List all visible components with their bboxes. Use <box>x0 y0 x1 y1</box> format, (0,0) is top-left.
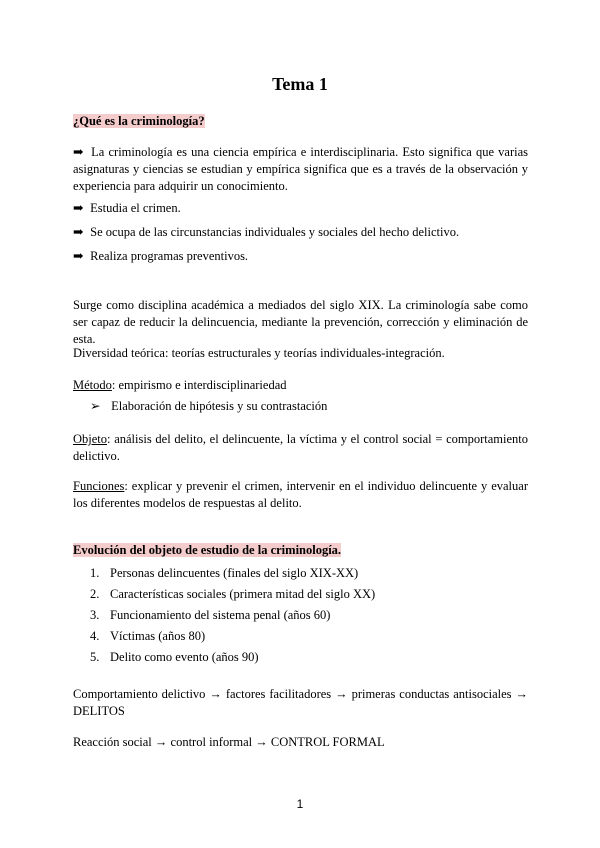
page-number: 1 <box>296 797 304 811</box>
objeto-paragraph <box>73 431 528 465</box>
funciones-text: : explicar y prevenir el crimen, intervenir en el individuo delincuente y evaluar los diferentes modelos de respuestas al delito. <box>73 479 528 510</box>
arrow-bullet-icon: ➡ <box>73 201 84 215</box>
numbered-item <box>90 586 375 603</box>
section2-heading <box>73 542 528 559</box>
triangle-bullet-icon: ➢ <box>90 399 101 413</box>
item-number: 3. <box>90 608 100 622</box>
funciones-paragraph <box>73 478 528 512</box>
item-number: 4. <box>90 629 100 643</box>
numbered-item <box>90 565 358 582</box>
list-item <box>73 200 528 217</box>
diversidad-paragraph: Diversidad teórica: teorías estructurales y teorías individuales-integración. <box>73 346 445 360</box>
intro-paragraph <box>73 144 528 195</box>
metodo-subitem-text: Elaboración de hipótesis y su contrastación <box>111 399 328 413</box>
item-text: Víctimas (años 80) <box>110 629 206 643</box>
funciones-label: Funciones <box>73 479 125 493</box>
surge-paragraph: Surge como disciplina académica a mediados del siglo XIX. La criminología sabe como ser capaz de reducir la delincuencia, mediante la prevención, corrección y eliminación de esta. <box>73 298 528 346</box>
chain-behaviour: Comportamiento delictivo → factores facilitadores → primeras conductas antisociales → DELITOS <box>73 687 528 718</box>
item-number: 2. <box>90 587 100 601</box>
list-item-text: Realiza programas preventivos. <box>90 249 249 263</box>
highlighted-heading: ¿Qué es la criminología? <box>73 114 205 128</box>
list-item <box>73 224 528 241</box>
arrow-bullet-icon: ➡ <box>73 145 84 159</box>
metodo-subitem <box>90 398 327 415</box>
metodo-label: Método <box>73 378 112 392</box>
list-item <box>73 248 528 265</box>
arrow-bullet-icon: ➡ <box>73 249 84 263</box>
objeto-text: : análisis del delito, el delincuente, la víctima y el control social = comportamiento delictivo. <box>73 432 528 463</box>
page-title: Tema 1 <box>272 74 328 94</box>
numbered-item <box>90 628 205 645</box>
item-text: Personas delincuentes (finales del siglo XIX-XX) <box>110 566 359 580</box>
arrow-bullet-icon: ➡ <box>73 225 84 239</box>
item-number: 5. <box>90 650 100 664</box>
numbered-item <box>90 607 330 624</box>
highlighted-heading: Evolución del objeto de estudio de la criminología. <box>73 543 342 557</box>
item-number: 1. <box>90 566 100 580</box>
objeto-label: Objeto <box>73 432 108 446</box>
item-text: Delito como evento (años 90) <box>110 650 259 664</box>
list-item-text: Estudia el crimen. <box>90 201 181 215</box>
numbered-item <box>90 649 259 666</box>
chain-reaction: Reacción social → control informal → CONTROL FORMAL <box>73 735 385 749</box>
item-text: Características sociales (primera mitad del siglo XX) <box>110 587 376 601</box>
section1-heading <box>73 113 528 130</box>
intro-text: La criminología es una ciencia empírica e interdisciplinaria. Esto significa que varias asignaturas y ciencias se estudian y empírica significa que es a través de la observación y experiencia para adquirir un conocimiento. <box>73 145 529 193</box>
item-text: Funcionamiento del sistema penal (años 60) <box>110 608 331 622</box>
metodo-paragraph <box>73 377 528 394</box>
list-item-text: Se ocupa de las circunstancias individuales y sociales del hecho delictivo. <box>90 225 460 239</box>
metodo-text: : empirismo e interdisciplinariedad <box>111 378 287 392</box>
